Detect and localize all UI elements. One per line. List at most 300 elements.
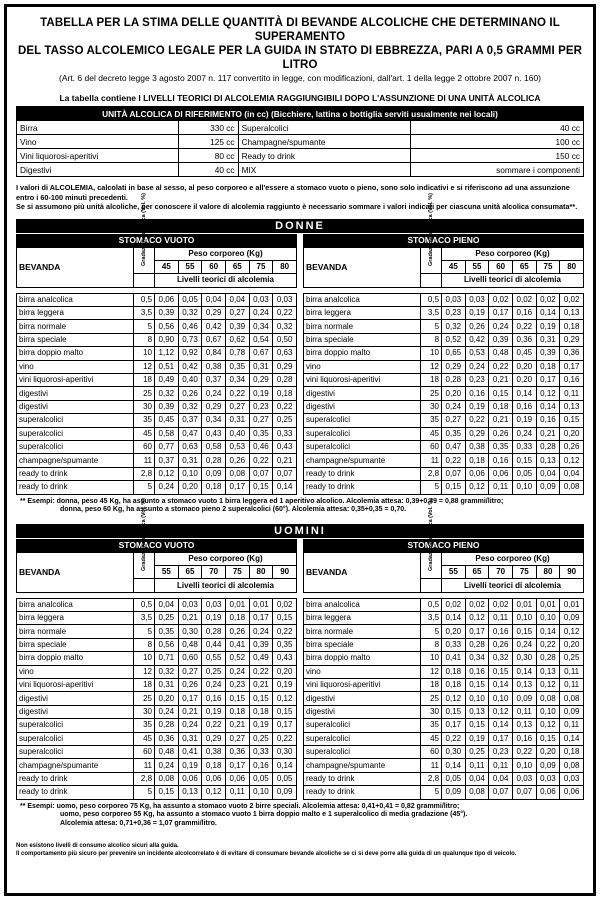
drink-name: vini liquorosi-aperitivi [304,679,421,692]
alcohol-level: 0,01 [536,598,560,611]
alcohol-percent: 0,5 [420,598,441,611]
alcohol-level: 0,23 [442,307,466,320]
table-row [17,347,297,360]
alcohol-level: 0,12 [560,625,584,638]
table-row [304,400,584,413]
uomini-example-line-3: Alcolemia attesa: 0,71+0,36 = 1,07 grammi/litro. [60,819,217,827]
alcohol-level: 0,09 [512,692,536,705]
alcohol-level: 0,39 [155,307,179,320]
alcohol-level: 0,16 [465,387,489,400]
alcohol-level: 0,21 [249,679,273,692]
alcohol-level: 0,27 [225,307,249,320]
alcohol-level: 0,36 [512,333,536,346]
alcohol-level: 0,14 [442,759,466,772]
alcohol-level: 0,04 [225,293,249,306]
alcohol-level: 0,36 [225,746,249,759]
alcohol-level: 0,24 [178,719,202,732]
alcohol-level: 0,06 [560,786,584,799]
table-row [17,786,297,799]
drink-name: champagne/spumante [17,759,134,772]
alcohol-level: 0,05 [512,467,536,480]
alcohol-level: 0,21 [273,454,297,467]
alcohol-level: 0,06 [465,467,489,480]
alcohol-level: 0,42 [178,360,202,373]
uomini-title: UOMINI [16,524,584,538]
drink-name: superalcolici [304,414,421,427]
alcohol-percent: 60 [133,440,154,453]
table-row [17,454,297,467]
table-row [17,320,297,333]
alcohol-level: 0,44 [202,638,226,651]
alcohol-level: 0,08 [155,772,179,785]
alcohol-level: 0,24 [202,679,226,692]
alcohol-level: 0,26 [178,679,202,692]
table-row [17,467,297,480]
unit-left-value: 80 cc [178,149,238,163]
table-row [17,665,297,678]
drink-name: birra analcolica [17,293,134,306]
header-row [304,247,584,260]
alcohol-level: 0,22 [273,732,297,745]
alcohol-level: 0,22 [273,307,297,320]
alcohol-level: 0,19 [536,320,560,333]
alcohol-level: 0,28 [536,652,560,665]
alcohol-level: 0,38 [202,360,226,373]
drink-name: ready to drink [304,481,421,494]
alcohol-level: 0,15 [442,481,466,494]
alcohol-level: 0,05 [249,772,273,785]
alcohol-level: 0,21 [178,612,202,625]
unit-table-header: UNITÀ ALCOLICA DI RIFERIMENTO (in cc) (Bicchiere, lattina o bottiglia serviti usualmente nei locali) [17,107,584,121]
alcohol-level: 0,01 [225,598,249,611]
alcohol-percent: 0,5 [133,293,154,306]
drink-name: ready to drink [17,772,134,785]
alcohol-level: 0,05 [178,293,202,306]
drink-name: superalcolici [17,440,134,453]
alcohol-level: 0,36 [560,347,584,360]
alcohol-level: 0,14 [536,307,560,320]
alcohol-level: 0,17 [249,612,273,625]
table-row [304,732,584,745]
alcohol-level: 0,25 [202,665,226,678]
table-row [304,652,584,665]
alcohol-level: 0,10 [178,467,202,480]
alcohol-percent: 2,8 [133,772,154,785]
alcohol-level: 0,14 [536,400,560,413]
alcohol-level: 0,22 [273,400,297,413]
alcohol-level: 0,02 [273,598,297,611]
unit-right-name: Champagne/spumante [238,135,411,149]
alcohol-level: 0,19 [465,400,489,413]
weight-kg: 55 [465,260,489,273]
drink-name: birra normale [17,320,134,333]
alcohol-percent: 45 [420,427,441,440]
alcohol-percent: 25 [420,692,441,705]
alcohol-level: 0,08 [465,786,489,799]
alcohol-level: 0,11 [225,786,249,799]
title-line-1: TABELLA PER LA STIMA DELLE QUANTITÀ DI BEVANDE ALCOLICHE CHE DETERMINANO IL SUPERAMENTO [40,17,560,43]
footer-line-2: Il comportamento più sicuro per prevenire un incidente alcolcorrelato è di evitare di consumare bevande alcoliche se ci si deve porre alla guida di un qualunque tipo di veicolo. [16,851,517,858]
alcohol-level: 0,41 [225,638,249,651]
alcohol-level: 0,14 [489,679,513,692]
alcohol-level: 0,53 [465,347,489,360]
alcohol-level: 0,20 [178,481,202,494]
weight-kg: 70 [202,565,226,578]
drink-name: ready to drink [304,786,421,799]
alcohol-level: 0,34 [202,414,226,427]
table-row [17,427,297,440]
alcohol-level: 0,31 [249,360,273,373]
alcohol-level: 0,18 [273,387,297,400]
weight-kg: 65 [465,565,489,578]
alcohol-level: 0,19 [202,705,226,718]
alcohol-level: 0,84 [202,347,226,360]
alcohol-level: 0,52 [442,333,466,346]
peso-header: Peso corporeo (Kg) [155,552,297,565]
alcohol-level: 0,02 [465,598,489,611]
alcohol-level: 0,15 [273,705,297,718]
alcohol-level: 0,04 [155,598,179,611]
alcohol-level: 0,22 [202,719,226,732]
drink-name: vini liquorosi-aperitivi [17,679,134,692]
livelli-header: Livelli teorici di alcolemia [442,579,584,592]
weight-kg: 80 [536,565,560,578]
drink-name: vino [17,360,134,373]
alcohol-percent: 25 [133,387,154,400]
alcohol-percent: 60 [133,746,154,759]
table-row [17,307,297,320]
drink-name: superalcolici [304,719,421,732]
alcohol-level: 0,22 [489,360,513,373]
alcohol-level: 0,19 [178,759,202,772]
alcohol-level: 0,23 [489,746,513,759]
alcohol-level: 0,11 [560,719,584,732]
drink-name: birra leggera [17,612,134,625]
alcohol-level: 0,12 [465,481,489,494]
alcohol-level: 0,17 [225,481,249,494]
alcohol-percent: 5 [420,320,441,333]
unit-row [17,163,584,177]
bevanda-header: BEVANDA [17,247,134,287]
alcohol-percent: 30 [133,400,154,413]
alcohol-level: 0,09 [442,786,466,799]
alcohol-level: 0,78 [225,347,249,360]
alcohol-level: 0,21 [489,414,513,427]
alcohol-level: 0,17 [273,719,297,732]
alcohol-level: 0,32 [442,320,466,333]
table-row [304,598,584,611]
alcohol-level: 0,18 [465,454,489,467]
table-row [304,293,584,306]
alcohol-level: 0,31 [536,333,560,346]
weight-kg: 60 [202,260,226,273]
alcohol-level: 0,07 [249,467,273,480]
alcohol-level: 0,02 [489,293,513,306]
table-row [304,612,584,625]
drink-name: birra speciale [17,333,134,346]
weight-kg: 90 [560,565,584,578]
alcohol-level: 0,31 [178,732,202,745]
alcohol-level: 0,19 [249,719,273,732]
alcohol-level: 0,52 [225,652,249,665]
alcohol-level: 0,37 [155,454,179,467]
unit-left-name: Vini liquorosi-aperitivi [17,149,179,163]
drink-name: champagne/spumante [304,454,421,467]
alcohol-level: 0,29 [202,307,226,320]
header-row [304,552,584,565]
alcohol-level: 0,03 [536,772,560,785]
alcohol-level: 0,35 [442,427,466,440]
alcohol-level: 0,49 [249,652,273,665]
alcohol-level: 0,22 [249,665,273,678]
donne-stomaco-pieno-table [303,234,584,495]
table-row [304,307,584,320]
weight-kg: 90 [273,565,297,578]
alcohol-level: 0,24 [465,360,489,373]
alcohol-level: 0,24 [225,665,249,678]
alcohol-level: 0,32 [155,665,179,678]
alcohol-level: 0,58 [155,427,179,440]
weight-kg: 45 [155,260,179,273]
alcohol-level: 0,15 [489,387,513,400]
alcohol-level: 0,01 [560,598,584,611]
alcohol-level: 0,23 [465,374,489,387]
drink-name: digestivi [17,705,134,718]
alcohol-level: 0,26 [489,427,513,440]
table-row [304,360,584,373]
drink-name: birra normale [304,625,421,638]
table-row [17,481,297,494]
alcohol-level: 0,92 [178,347,202,360]
alcohol-percent: 10 [133,652,154,665]
alcohol-level: 0,20 [273,665,297,678]
alcohol-level: 0,25 [155,612,179,625]
gradazione-header [133,552,154,579]
drink-name: vino [17,665,134,678]
alcohol-level: 0,37 [178,414,202,427]
alcohol-level: 0,63 [273,347,297,360]
alcohol-level: 0,27 [442,414,466,427]
alcohol-level: 0,31 [155,679,179,692]
alcohol-level: 0,06 [178,772,202,785]
table-row [304,625,584,638]
alcohol-level: 0,07 [442,467,466,480]
alcohol-level: 0,20 [560,427,584,440]
alcohol-level: 0,56 [155,320,179,333]
alcohol-level: 0,22 [273,625,297,638]
alcohol-level: 0,05 [442,772,466,785]
alcohol-level: 0,02 [442,598,466,611]
table-row [304,374,584,387]
drink-name: birra speciale [304,333,421,346]
alcohol-level: 0,25 [249,732,273,745]
alcohol-level: 0,48 [155,746,179,759]
alcohol-level: 0,24 [489,320,513,333]
table-row [304,414,584,427]
alcohol-level: 0,27 [178,665,202,678]
alcohol-level: 0,43 [202,427,226,440]
alcohol-level: 0,16 [560,374,584,387]
alcohol-level: 0,39 [489,333,513,346]
table-row [17,374,297,387]
alcohol-level: 0,24 [202,387,226,400]
table-row [17,759,297,772]
alcohol-level: 0,12 [489,705,513,718]
drink-name: birra analcolica [17,598,134,611]
alcohol-level: 0,22 [536,638,560,651]
alcohol-level: 0,02 [536,293,560,306]
alcohol-level: 0,56 [155,638,179,651]
alcohol-level: 0,32 [155,387,179,400]
table-row [304,759,584,772]
gradazione-label [428,254,434,266]
alcohol-level: 0,14 [273,759,297,772]
unit-left-name: Vino [17,135,179,149]
alcohol-level: 0,16 [536,414,560,427]
alcohol-level: 0,47 [442,440,466,453]
weight-kg: 70 [489,565,513,578]
alcohol-level: 0,20 [560,638,584,651]
alcohol-level: 0,29 [560,333,584,346]
table-row [17,772,297,785]
alcohol-percent: 8 [420,638,441,651]
alcohol-level: 0,20 [512,374,536,387]
alcohol-level: 0,12 [155,467,179,480]
alcohol-level: 0,11 [560,387,584,400]
weight-kg: 80 [560,260,584,273]
alcohol-level: 0,29 [202,400,226,413]
alcohol-level: 0,13 [536,665,560,678]
weight-kg: 60 [489,260,513,273]
alcohol-level: 0,03 [178,598,202,611]
alcohol-level: 0,16 [465,665,489,678]
table-row [17,387,297,400]
alcohol-percent: 25 [420,387,441,400]
header-row [17,552,297,565]
alcohol-level: 0,13 [178,786,202,799]
alcohol-level: 0,32 [273,320,297,333]
alcohol-level: 0,04 [560,467,584,480]
alcohol-percent: 2,8 [420,467,441,480]
alcohol-level: 0,04 [202,293,226,306]
alcohol-level: 0,39 [249,638,273,651]
alcohol-level: 0,17 [489,307,513,320]
table-row [304,481,584,494]
alcohol-percent: 25 [133,692,154,705]
alcohol-level: 0,10 [465,692,489,705]
unit-left-name: Digestivi [17,163,179,177]
table-row [17,440,297,453]
table-row [17,598,297,611]
alcohol-level: 0,15 [465,679,489,692]
drink-name: birra doppio malto [17,347,134,360]
alcohol-level: 0,15 [512,625,536,638]
alcohol-percent: 0,5 [133,598,154,611]
drink-name: superalcolici [304,427,421,440]
alcohol-level: 0,30 [178,625,202,638]
donne-title: DONNE [16,219,584,233]
alcohol-level: 0,53 [225,440,249,453]
alcohol-level: 0,15 [560,414,584,427]
alcohol-level: 0,41 [442,652,466,665]
alcohol-level: 0,03 [442,293,466,306]
alcohol-percent: 35 [133,414,154,427]
alcohol-level: 0,23 [225,679,249,692]
drink-name: vino [304,665,421,678]
peso-header: Peso corporeo (Kg) [442,247,584,260]
table-row [17,625,297,638]
alcohol-level: 0,30 [512,652,536,665]
alcohol-level: 0,43 [273,440,297,453]
alcohol-level: 0,21 [536,427,560,440]
alcohol-percent: 30 [420,400,441,413]
table-row [17,705,297,718]
alcohol-level: 0,25 [465,746,489,759]
unit-left-name: Birra [17,121,179,135]
alcohol-level: 0,14 [442,612,466,625]
unit-left-value: 40 cc [178,163,238,177]
alcohol-level: 0,24 [155,481,179,494]
alcohol-percent: 60 [420,440,441,453]
alcohol-level: 0,13 [536,454,560,467]
alcohol-level: 0,07 [273,467,297,480]
donne-example-line-1: ** Esempi: donna, peso 45 Kg, ha assunto a stomaco vuoto 1 birra leggera ed 1 aperitivo alcolico. Alcolemia attesa: 0,39+0,49 = 0,88 grammi/litro; [20,497,504,505]
alcohol-level: 0,90 [155,333,179,346]
weight-kg: 65 [225,260,249,273]
table-row [17,293,297,306]
alcohol-level: 0,39 [225,320,249,333]
alcohol-level: 0,19 [512,414,536,427]
alcohol-level: 0,14 [560,732,584,745]
alcohol-level: 0,48 [178,638,202,651]
alcohol-level: 0,07 [489,786,513,799]
alcohol-level: 0,15 [465,719,489,732]
alcohol-level: 0,12 [536,387,560,400]
alcohol-percent: 18 [420,374,441,387]
drink-name: champagne/spumante [304,759,421,772]
table-row [304,705,584,718]
drink-name: birra leggera [17,307,134,320]
alcohol-level: 0,34 [225,374,249,387]
alcohol-level: 0,18 [442,679,466,692]
alcohol-level: 0,21 [225,719,249,732]
alcohol-level: 0,03 [249,293,273,306]
alcohol-percent: 45 [133,427,154,440]
alcohol-percent: 5 [420,786,441,799]
alcohol-percent: 5 [420,625,441,638]
alcohol-level: 0,04 [536,467,560,480]
alcohol-level: 0,47 [178,427,202,440]
alcohol-level: 0,77 [155,440,179,453]
alcohol-level: 0,13 [512,719,536,732]
alcohol-level: 0,16 [202,692,226,705]
table-row [17,400,297,413]
alcohol-level: 0,16 [512,732,536,745]
alcohol-level: 0,15 [442,705,466,718]
drink-name: vini liquorosi-aperitivi [17,374,134,387]
alcohol-level: 0,17 [178,692,202,705]
table-row [304,719,584,732]
alcohol-level: 0,45 [155,414,179,427]
alcohol-level: 0,35 [225,360,249,373]
alcohol-level: 0,09 [560,612,584,625]
alcohol-level: 0,49 [155,374,179,387]
alcohol-level: 0,24 [155,759,179,772]
alcohol-level: 0,09 [536,759,560,772]
peso-header: Peso corporeo (Kg) [155,247,297,260]
alcohol-level: 0,06 [536,786,560,799]
alcohol-level: 0,22 [225,387,249,400]
